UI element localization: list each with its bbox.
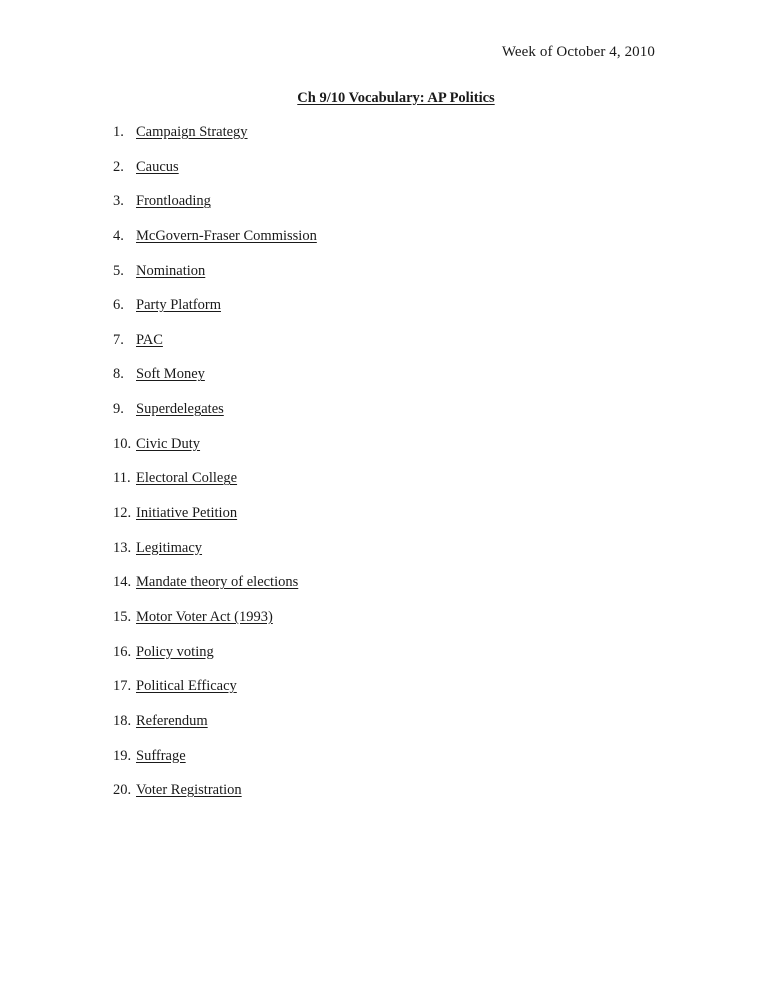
vocab-term: McGovern-Fraser Commission bbox=[136, 227, 317, 244]
vocab-number: 11. bbox=[113, 470, 131, 487]
vocab-item bbox=[113, 436, 317, 471]
vocab-number: 8. bbox=[113, 366, 124, 383]
document-title: Ch 9/10 Vocabulary: AP Politics bbox=[297, 90, 495, 106]
vocab-number: 6. bbox=[113, 297, 124, 314]
vocab-number: 17. bbox=[113, 678, 132, 695]
vocab-item bbox=[113, 782, 317, 817]
vocab-item bbox=[113, 263, 317, 298]
vocab-term: Superdelegates bbox=[136, 401, 224, 418]
vocab-number: 18. bbox=[113, 712, 132, 729]
vocab-item bbox=[113, 713, 317, 748]
vocabulary-list bbox=[113, 124, 317, 817]
vocab-number: 7. bbox=[113, 331, 124, 348]
vocab-item bbox=[113, 505, 317, 540]
vocab-number: 9. bbox=[113, 401, 124, 418]
vocab-term: Referendum bbox=[136, 712, 208, 729]
vocab-number: 13. bbox=[113, 539, 132, 556]
vocab-term: Initiative Petition bbox=[136, 505, 238, 522]
vocab-term: Legitimacy bbox=[136, 539, 203, 556]
vocab-number: 15. bbox=[113, 608, 132, 625]
vocab-term: Soft Money bbox=[136, 366, 205, 383]
vocab-item bbox=[113, 401, 317, 436]
vocab-item bbox=[113, 574, 317, 609]
vocab-number: 10. bbox=[113, 435, 132, 452]
vocab-item bbox=[113, 193, 317, 228]
vocab-item bbox=[113, 678, 317, 713]
vocab-item bbox=[113, 159, 317, 194]
vocab-number: 1. bbox=[113, 124, 124, 140]
vocab-term: Party Platform bbox=[136, 297, 221, 314]
vocab-item bbox=[113, 609, 317, 644]
vocab-term: Suffrage bbox=[136, 747, 186, 764]
vocab-item bbox=[113, 228, 317, 263]
vocab-term: Frontloading bbox=[136, 193, 211, 210]
vocab-number: 2. bbox=[113, 158, 124, 175]
vocab-number: 19. bbox=[113, 747, 132, 764]
vocab-term: Caucus bbox=[136, 158, 179, 175]
vocab-item bbox=[113, 332, 317, 367]
vocab-number: 14. bbox=[113, 574, 132, 591]
vocab-item bbox=[113, 748, 317, 783]
vocab-item bbox=[113, 644, 317, 679]
vocab-number: 3. bbox=[113, 193, 124, 210]
vocab-number: 20. bbox=[113, 782, 132, 799]
vocab-term: Mandate theory of elections bbox=[136, 574, 299, 591]
vocab-number: 16. bbox=[113, 643, 132, 660]
vocab-term: Policy voting bbox=[136, 643, 214, 660]
vocab-term: Electoral College bbox=[136, 470, 238, 487]
vocab-number: 4. bbox=[113, 227, 124, 244]
document-date: Week of October 4, 2010 bbox=[501, 44, 655, 60]
vocab-term: PAC bbox=[136, 331, 163, 348]
vocab-term: Campaign Strategy bbox=[136, 124, 248, 140]
vocab-term: Voter Registration bbox=[136, 782, 242, 799]
vocab-term: Civic Duty bbox=[136, 435, 201, 452]
vocab-item bbox=[113, 297, 317, 332]
vocab-item bbox=[113, 540, 317, 575]
vocab-number: 5. bbox=[113, 262, 124, 279]
vocab-term: Motor Voter Act (1993) bbox=[136, 608, 273, 625]
vocab-term: Nomination bbox=[136, 262, 206, 279]
vocab-item bbox=[113, 124, 317, 159]
vocab-term: Political Efficacy bbox=[136, 678, 237, 695]
vocab-item bbox=[113, 366, 317, 401]
vocab-number: 12. bbox=[113, 505, 132, 522]
vocab-item bbox=[113, 470, 317, 505]
